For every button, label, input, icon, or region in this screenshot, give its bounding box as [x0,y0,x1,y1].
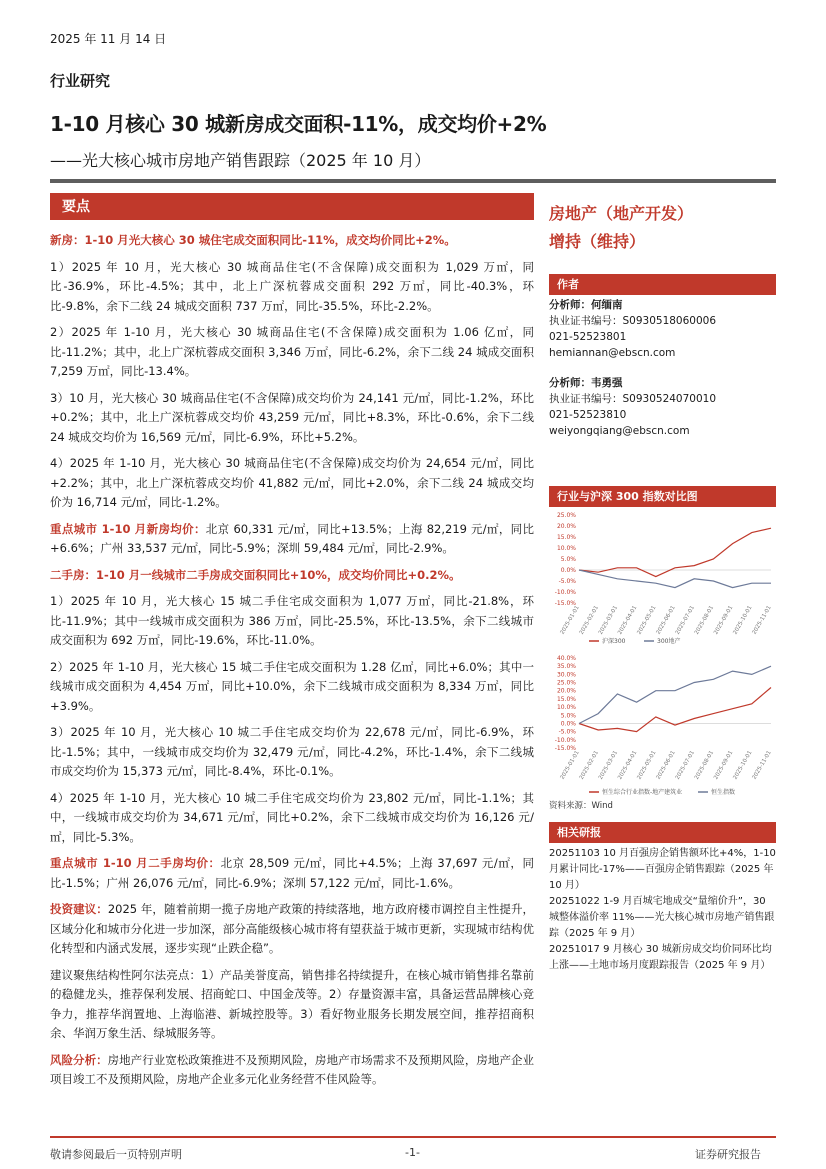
report-subtitle: ——光大核心城市房地产销售跟踪（2025 年 10 月） [50,151,431,170]
y-tick-label: 10.0% [556,545,576,552]
analyst-1-name: 分析师：何缅南 [549,299,623,311]
x-tick-label: 2025-04-01 [617,605,639,636]
series-line [579,528,771,576]
series-line [579,570,771,588]
data-source: 资料来源：Wind [549,801,613,811]
y-tick-label: 30.0% [556,671,576,679]
x-tick-label: 2025-01-01 [559,605,581,636]
sector-rating [549,200,776,256]
analyst-1-phone: 021-52523801 [549,331,627,343]
key-second-label: 重点城市 1-10 月二手房均价： [50,856,221,870]
risk-text: 房地产行业宽松政策推进不及预期风险，房地产市场需求不及预期风险，房地产企业项目竣工不及预期风险，房地产企业多元化业务经营不佳风险等。 [50,1052,534,1086]
analyst-2-email[interactable]: weiyongqiang@ebscn.com [549,425,690,437]
y-tick-label: 25.0% [556,679,576,687]
y-tick-label: 35.0% [556,663,576,671]
x-tick-label: 2025-11-01 [751,605,773,636]
x-tick-label: 2025-07-01 [674,750,696,781]
y-tick-label: -10.0% [554,589,576,596]
sector-label: 房地产（地产开发） [549,204,694,223]
footer-divider [50,1136,776,1138]
risk-label: 风险分析： [50,1052,108,1067]
rating-label: 增持（维持） [549,232,646,251]
x-tick-label: 2025-11-01 [751,750,773,781]
new-house-point-1: 1）2025 年 10 月，光大核心 30 城商品住宅(不含保障)成交面积为 1,029 万㎡，同比-36.9%，环比-4.5%；其中，北上广深杭蓉成交面积 292 万㎡，同比-40.3%，环比-9.8%，余下二线 24 城成交面积 737 万㎡，同比-35.5%，环比-2.2%。 [50,259,534,313]
y-tick-label: -5.0% [558,728,576,736]
report-category: 行业研究 [50,72,111,90]
x-tick-label: 2025-06-01 [655,605,677,636]
x-tick-label: 2025-05-01 [636,750,658,781]
analyst-1 [549,297,776,361]
y-tick-label: -5.0% [558,578,576,585]
second-hand-point-2: 2）2025 年 1-10 月，光大核心 15 城二手住宅成交面积为 1.28 亿㎡，同比+6.0%；其中一线城市成交面积为 4,454 万㎡，同比+10.0%，余下二线城市成交面积为 8,334 万㎡，同比+3.9%。 [50,659,534,713]
x-tick-label: 2025-07-01 [674,605,696,636]
invest-text: 2025 年，随着前期一揽子房地产政策的持续落地，地方政府楼市调控自主性提升，区域分化和城市分化进一步加深，部分高能级核心城市将有望获益于城市更新，实现城市结构优化转型和内涵式发展，逐步实现“止跌企稳”。 [50,902,535,955]
chart-section [549,486,776,811]
y-tick-label: 40.0% [556,655,576,662]
key-new-text: 北京 60,331 元/㎡，同比+13.5%；上海 82,219 元/㎡，同比+6.6%；广州 33,537 元/㎡，同比-5.9%；深圳 59,484 元/㎡，同比-2.9%。 [50,521,534,555]
new-house-point-3: 3）10 月，光大核心 30 城商品住宅(不含保障)成交均价为 24,141 元/㎡，同比-1.2%，环比+0.2%；其中，北上广深杭蓉成交均价 43,259 元/㎡，同比+8.3%，环比-0.6%，余下二线 24 城成交均价为 16,569 元/㎡，同比-6.9%，环比+5.2%。 [50,390,534,444]
x-tick-label: 2025-06-01 [655,750,677,781]
legend-label: 恒生综合行业指数-地产建筑业 [602,789,683,796]
x-tick-label: 2025-01-01 [559,750,581,781]
y-tick-label: 0.0% [560,567,576,574]
x-tick-label: 2025-10-01 [732,605,754,636]
series-line [579,666,771,723]
y-tick-label: 25.0% [556,512,576,519]
key-points-label: 要点 [62,199,90,215]
x-tick-label: 2025-09-01 [713,750,735,781]
x-tick-label: 2025-02-01 [578,605,600,636]
chart-header: 行业与沪深 300 指数对比图 [549,486,776,507]
key-cities-second-hand [50,854,534,893]
analyst-1-email[interactable]: hemiannan@ebscn.com [549,347,676,359]
y-tick-label: 5.0% [560,712,576,720]
related-header: 相关研报 [549,822,776,843]
footer-report-type: 证券研究报告 [695,1148,761,1161]
legend-label: 300地产 [657,638,681,645]
legend-label: 恒生指数 [711,789,736,796]
x-tick-label: 2025-10-01 [732,750,754,781]
analyst-1-license: 执业证书编号：S0930518060006 [549,315,717,327]
related-report[interactable]: 20251103 10 月百强房企销售额环比+4%，1-10 月累计同比-17%——百强房企销售跟踪（2025 年 10 月） [549,848,776,891]
x-tick-label: 2025-03-01 [597,750,620,781]
investment-advice [50,900,534,959]
second-hand-point-1: 1）2025 年 10 月，光大核心 15 城二手住宅成交面积为 1,077 万㎡，同比-21.8%，环比-11.9%；其中一线城市成交面积为 386 万㎡，同比-25.5%，环比-13.5%，余下二线城市成交面积为 692 万㎡，同比-19.6%，环比-11.0%。 [50,594,534,647]
y-tick-label: 20.0% [556,523,576,530]
invest-label: 投资建议： [50,902,108,916]
new-house-point-2: 2）2025 年 1-10 月，光大核心 30 城商品住宅(不含保障)成交面积为 1.06 亿㎡，同比-11.2%；其中，北上广深杭蓉成交面积 3,346 万㎡，同比-6.2%，余下二线 24 城成交面积 7,259 万㎡，同比-13.4%。 [50,325,534,378]
related-report[interactable]: 20251022 1-9 月百城宅地成交“量缩价升”，30 城整体溢价率 11%——光大核心城市房地产销售跟踪（2025 年 9 月） [549,896,775,939]
x-tick-label: 2025-02-01 [578,750,600,781]
y-tick-label: 15.0% [556,534,576,541]
x-tick-label: 2025-08-01 [693,605,716,636]
new-house-point-4: 4）2025 年 1-10 月，光大核心 30 城商品住宅(不含保障)成交均价为 24,654 元/㎡，同比+2.2%；其中，北上广深杭蓉成交均价 41,882 元/㎡，同比+2.0%，余下二线 24 城成交均价为 16,714 元/㎡，同比-1.2%。 [50,456,534,509]
y-tick-label: 20.0% [556,687,576,695]
index-comparison-chart-2 [549,650,776,798]
key-cities-new-house [50,520,534,559]
main-content [50,231,534,1097]
legend-label: 沪深300 [602,638,626,645]
y-tick-label: 5.0% [560,556,576,563]
recommendations: 建议聚焦结构性阿尔法亮点：1）产品美誉度高，销售排名持续提升，在核心城市销售排名靠前的稳健龙头，推荐保利发展、招商蛇口、中国金茂等。2）存量资源丰富，具备运营品牌核心竞争力，推荐华润置地、上海临港、新城控股等。3）看好物业服务长期发展空间，推荐招商积余、华润万象生活、绿城服务等。 [50,967,534,1040]
risk-analysis [50,1051,534,1090]
report-title: 1-10 月核心 30 城新房成交面积-11%，成交均价+2% [50,112,547,136]
new-house-heading: 新房：1-10 月光大核心 30 城住宅成交面积同比-11%，成交均价同比+2%。 [50,233,456,247]
title-divider [50,179,776,183]
key-points-header [50,193,534,218]
authors-header: 作者 [549,274,776,295]
index-comparison-chart-1 [549,507,776,647]
x-tick-label: 2025-08-01 [693,750,716,781]
related-section [549,822,776,974]
x-tick-label: 2025-04-01 [617,750,639,781]
series-line [579,688,771,732]
authors-section [549,274,776,439]
analyst-2-phone: 021-52523810 [549,409,627,421]
key-second-text: 北京 28,509 元/㎡，同比+4.5%；上海 37,697 元/㎡，同比-1.5%；广州 26,076 元/㎡，同比-6.9%；深圳 57,122 元/㎡，同比-1.6%。 [50,856,534,890]
key-new-label: 重点城市 1-10 月新房均价： [50,521,206,536]
y-tick-label: -10.0% [554,736,576,744]
y-tick-label: 10.0% [556,704,576,712]
x-tick-label: 2025-05-01 [636,605,658,636]
analyst-2 [549,375,776,439]
x-tick-label: 2025-09-01 [713,605,735,636]
report-date: 2025 年 11 月 14 日 [50,32,167,46]
footer-disclaimer: 敬请参阅最后一页特别声明 [50,1148,182,1161]
y-tick-label: -15.0% [554,600,576,607]
key-points-divider [50,218,534,220]
second-hand-point-3: 3）2025 年 10 月，光大核心 10 城二手住宅成交均价为 22,678 元/㎡，同比-6.9%，环比-1.5%；其中，一线城市成交均价为 32,479 元/㎡，同比-4.2%，环比-1.4%，余下二线城市成交均价为 15,373 元/㎡，同比-8.4%，环比-0.1%。 [50,725,534,778]
y-tick-label: 0.0% [560,720,576,728]
analyst-2-name: 分析师：韦勇强 [549,377,623,389]
x-tick-label: 2025-03-01 [597,605,620,636]
analyst-2-license: 执业证书编号：S0930524070010 [549,393,717,405]
y-tick-label: 15.0% [556,695,576,703]
page-number: -1- [405,1146,420,1159]
y-tick-label: -15.0% [554,745,576,752]
related-report[interactable]: 20251017 9 月核心 30 城新房成交均价同环比均上涨——土地市场月度跟踪报告（2025 年 9 月） [549,944,772,971]
second-hand-heading: 二手房：1-10 月一线城市二手房成交面积同比+10%，成交均价同比+0.2%。 [50,567,461,582]
related-list [549,846,776,974]
second-hand-point-4: 4）2025 年 1-10 月，光大核心 10 城二手住宅成交均价为 23,802 元/㎡，同比-1.1%；其中，一线城市成交均价为 34,671 元/㎡，同比+0.2%，余下二线城市成交均价为 16,126 元/㎡，同比-5.3%。 [50,790,534,844]
